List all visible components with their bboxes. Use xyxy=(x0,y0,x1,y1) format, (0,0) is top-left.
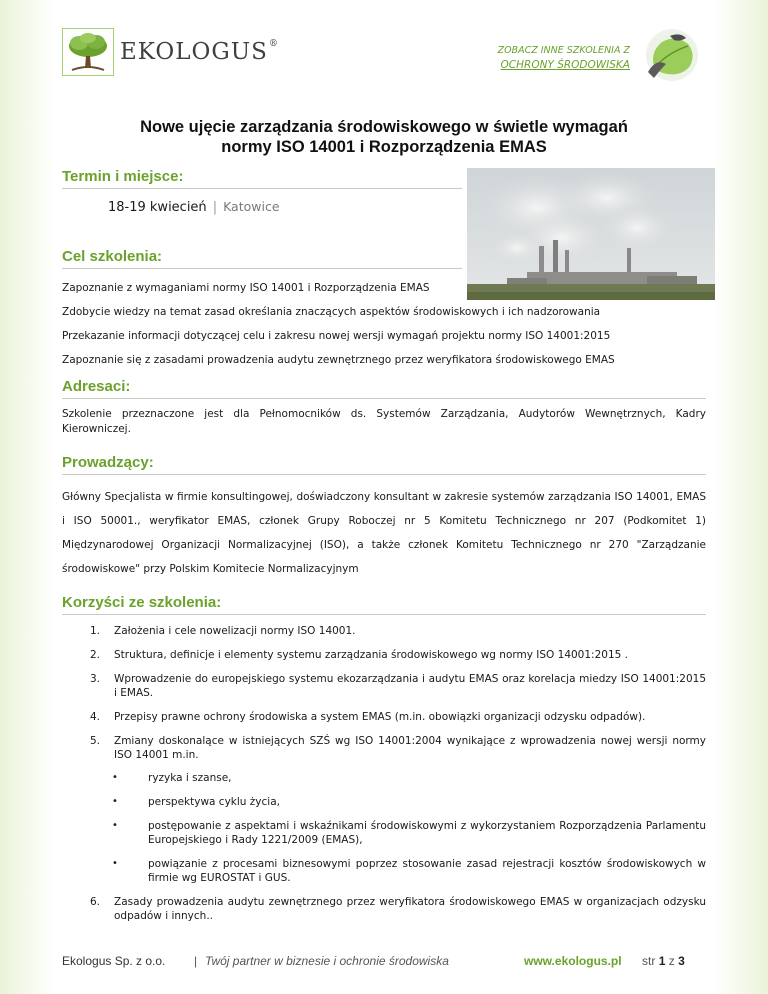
benefit-subitem: • ryzyka i szanse, xyxy=(112,772,232,784)
prowadzacy-heading: Prowadzący: xyxy=(62,454,154,471)
page-footer xyxy=(62,954,706,974)
cel-item: Zdobycie wiedzy na temat zasad określania znaczących aspektów środowiskowych i ich nadzorowania xyxy=(62,306,601,318)
benefit-item: 3. Wprowadzenie do europejskiego systemu ekozarządzania i audytu EMAS oraz korelacja miedzy ISO 14001:2015 i EMAS. xyxy=(90,673,706,699)
registered-mark: ® xyxy=(268,39,279,49)
ekologus-logo[interactable] xyxy=(62,28,282,78)
benefit-item: 5. Zmiany doskonalące w istniejących SZŚ wg ISO 14001:2004 wynikające z wprowadzenia nowej wersji normy ISO 14001 m.in. • ryzyka i szanse, • perspektywa cyklu życia, • postępowanie z aspektami i wskaźnikami środowiskowymi z wykorzystaniem Rozporządzenia Parlamentu Europejskiego i Rady 1221/2009 (EMAS), • powiązanie z procesami biznesowymi poprzez stosowanie zasad rejestracji kosztów środowiskowych w firmie wg EUROSTAT i GUS. xyxy=(90,735,706,884)
termin-city: Katowice xyxy=(223,199,280,214)
benefit-item: 1. Założenia i cele nowelizacji normy ISO 14001. xyxy=(90,625,356,637)
logo-text: EKOLOGUS® xyxy=(120,39,279,65)
prowadzacy-text: Główny Specjalista w firmie konsultingowej, doświadczony konsultant w zakresie systemów zarządzania ISO 14001, EMAS i ISO 50001., weryfikator EMAS, członek Grupy Roboczej nr 5 Komitetu Technicznego nr 207 (Podkomitet 1) Międzynarodowej Organizacji Normalizacyjnej (ISO), a także członek Komitetu Technicznego nr 270 "Zarządzanie środowiskowe" przy Polskim Komitecie Normalizacyjnym xyxy=(62,491,706,575)
document-title: Nowe ujęcie zarządzania środowiskowego w świetle wymagań normy ISO 14001 i Rozporządzenia EMAS xyxy=(140,118,628,156)
benefit-sublist xyxy=(112,771,706,885)
promo-line2[interactable]: OCHRONY ŚRODOWISKA xyxy=(500,59,630,71)
benefit-item: 6. Zasady prowadzenia audytu zewnętrznego przez weryfikatora środowiskowego EMAS w organizacjach odzysku odpadów i innych.. xyxy=(90,896,706,922)
footer-tagline: Twój partner w biznesie i ochronie środowiska xyxy=(205,954,449,968)
benefits-list xyxy=(80,624,706,923)
section-divider xyxy=(62,268,462,269)
termin-separator: | xyxy=(212,200,218,215)
footer-company: Ekologus Sp. z o.o. xyxy=(62,954,166,968)
footer-website-link[interactable]: www.ekologus.pl xyxy=(524,954,622,968)
termin-date: 18-19 kwiecień xyxy=(108,200,207,215)
termin-heading: Termin i miejsce: xyxy=(62,168,184,185)
benefit-subitem: • perspektywa cyklu życia, xyxy=(112,796,280,808)
adresaci-text: Szkolenie przeznaczone jest dla Pełnomocników ds. Systemów Zarządzania, Audytorów Wewnętrznych, Kadry Kierowniczej. xyxy=(62,408,706,435)
termin-line xyxy=(108,199,280,215)
cel-item: Zapoznanie się z zasadami prowadzenia audytu zewnętrznego przez weryfikatora środowiskowego EMAS xyxy=(62,354,615,366)
cel-item: Przekazanie informacji dotyczącej celu i zakresu nowej wersji wymagań projektu normy ISO 14001:2015 xyxy=(62,330,611,342)
section-divider xyxy=(62,398,706,399)
benefit-item: 2. Struktura, definicje i elementy systemu zarządzania środowiskowego wg normy ISO 14001:2015 . xyxy=(90,649,628,661)
section-divider xyxy=(62,614,706,615)
benefit-item: 4. Przepisy prawne ochrony środowiska a system EMAS (m.in. obowiązki organizacji odzysku odpadów). xyxy=(90,711,646,723)
tree-logo-icon xyxy=(62,28,114,76)
section-divider xyxy=(62,188,462,189)
promo-line1: ZOBACZ INNE SZKOLENIA Z xyxy=(497,45,630,56)
korzysci-heading: Korzyści ze szkolenia: xyxy=(62,594,222,611)
cel-heading: Cel szkolenia: xyxy=(62,248,163,265)
hand-leaf-icon[interactable] xyxy=(640,28,702,82)
cel-item: Zapoznanie z wymaganiami normy ISO 14001 i Rozporządzenia EMAS xyxy=(62,282,430,294)
adresaci-heading: Adresaci: xyxy=(62,378,131,395)
page-number: str 1 z 3 xyxy=(642,954,685,968)
footer-separator: | xyxy=(194,954,198,968)
benefit-subitem: • postępowanie z aspektami i wskaźnikami środowiskowymi z wykorzystaniem Rozporządzenia Parlamentu Europejskiego i Rady 1221/2009 (EMAS), xyxy=(112,820,706,846)
section-divider xyxy=(62,474,706,475)
promo-link[interactable] xyxy=(470,43,630,73)
benefit-subitem: • powiązanie z procesami biznesowymi poprzez stosowanie zasad rejestracji kosztów środowiskowych w firmie wg EUROSTAT i GUS. xyxy=(112,858,706,884)
